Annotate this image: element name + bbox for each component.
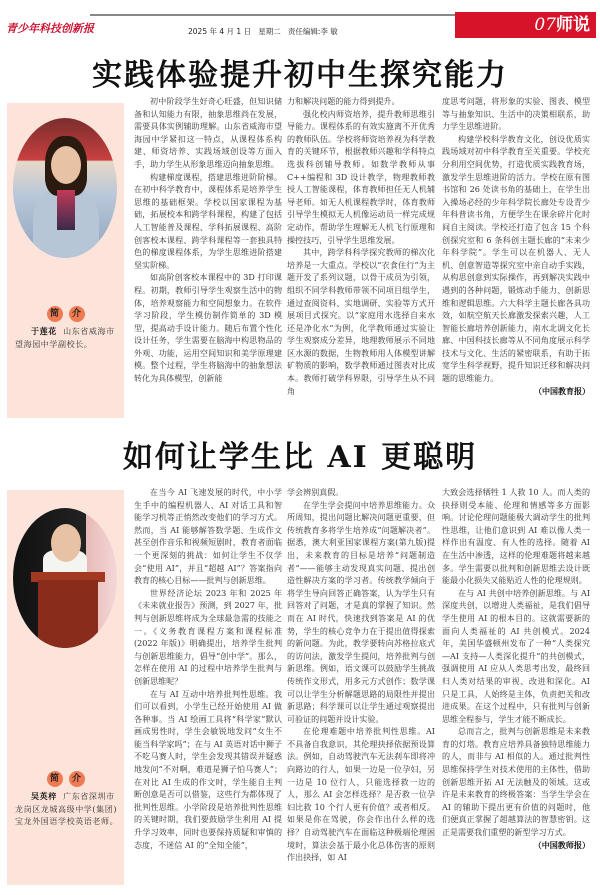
paragraph: 构建梯度课程，搭建思维进阶阶梯。在初中科学教育中，课程体系是培养学生思维的基础框架。学校以国家课程为基础，拓展校本和跨学科课程，构建了包括人工智能普及课程、学科拓展课程、高阶创客校本课程、跨学科课程等一套独具特色的梯度课程体系，为学生思维进阶搭建坚实阶梯。: [134, 172, 282, 270]
paragraph: 在当今 AI 飞速发展的时代，中小学生手中的编程机器人、AI 对话工具和智能学习机等正悄然改变他们的学习方式。然而，当 AI 能够解答数学题、生成作文甚至创作音乐和视频短剧时，教育者面临一个更深刻的挑战：如何让学生不仅学会“使用 AI”，并且“超越 AI”？答案指向教育的核心目标——批判与创新思维。: [134, 488, 282, 586]
newspaper-logo: 青少年科技创新报: [6, 22, 94, 35]
paragraph: 其中，跨学科科学探究教师的梯次化培养是一大重点。学校以“衣食住行”为主题开发了系列议题，以骨干成员为引领，组织不同学科教师带领不同项目组学生，通过查阅资料、实地调研、实验等方式开展项目式探究。以“家庭用水选择自来水还是净化水”为例，化学教师通过实验让学生观察成分差异，地理教师展示不同地区水源的数据，生物教师用人体模型讲解矿物质的影响，数学教师通过图表对比成本。教师打破学科界限，引导学生从不同角: [287, 248, 435, 396]
paragraph: 学会辨别真假。: [287, 488, 344, 497]
paragraph: 力和解决问题的能力得到提升。: [287, 97, 400, 106]
page-number: 07: [534, 15, 556, 35]
paragraph: 大致会选择牺牲 1 人救 10 人。而人类的抉择则受本能、伦理和情感等多方面影响。讨论伦理问题能极大调动学生的批判性思维，让他们意识到 AI 难以像人类一样作出有温度、有人性的选择。随着 AI 在生活中渗透，这样的伦理难题将越来越多。学生需要以批判和创新思维去设计既能最小化损失又能贴近人性的伦理规则。: [442, 488, 590, 586]
photo-podium: [38, 580, 98, 648]
paragraph: [442, 726, 590, 850]
intro-badge-char: 简: [47, 771, 63, 787]
intro-badge: [7, 766, 124, 787]
article-2-source: （中国教师报）: [533, 840, 590, 850]
intro-badge-char: 简: [47, 306, 63, 322]
photo-figure-scarf: [57, 190, 75, 230]
page-header: [0, 0, 600, 44]
article-1-title: 实践体验提升初中生探究能力: [92, 58, 508, 93]
author-photo: [13, 508, 117, 648]
paragraph: 如高阶创客校本课程中的 3D 打印课程。初期，教师引导学生观察生活中的物体，培养观察能力和空间想象力。在软件学习阶段，学生模仿制作简单的 3D 模型，提高动手设计能力。随后布置个性化设计任务，学生需要在脑海中构思物品的外观、功能，运用空间知识和美学原理建模。整个过程，学生将脑海中的抽象想法转化为具体模型，创新能: [134, 273, 282, 384]
issue-date: 2025 年 4 月 1 日: [188, 27, 252, 36]
author-name: 吴英梓: [31, 791, 57, 801]
article-1-source: （中国教育报）: [534, 386, 590, 396]
article-2-title: 如何让学生比 AI 更聪明: [122, 440, 478, 475]
article-1-author-box: [7, 103, 124, 418]
weekday: 星期二: [258, 27, 281, 36]
author-bio: [15, 790, 119, 829]
paragraph: 初中阶段学生好奇心旺盛，但知识储备和认知能力有限，抽象思维尚在发展，需要具体实例辅助理解。山东省威海市望海园中学紧扣这一特点，从课程体系构建、师资培养、实践场域创设等方面入手，助力学生从形象思维迈向抽象思维。: [134, 97, 282, 169]
article-2-column-1: [134, 487, 282, 892]
paragraph: 在与 AI 互动中培养批判性思维。我们可以看到，小学生已经开始使用 AI 做各种事。当 AI 绘画工具将“科学家”默认画成男性时，学生会敏锐地发问“女生不能当科学家吗”；在与 AI 英语对话中狮子不吃马赛人时，学生会发现其错误并疑惑地发问“不对啊，难道是狮子怕马赛人”；在对比 AI 生成的作文时，学生能自主判断创意是否可以借鉴，这些行为都体现了批判性思维。小学阶段是培养批判性思维的关键时期，我们要鼓励学生利用 AI 提升学习效率，同时也要保持质疑和审慎的态度，不迷信 AI 的“全知全能”，: [134, 689, 282, 850]
intro-badge: [7, 301, 124, 322]
article-2-column-2: [287, 487, 435, 892]
paragraph: 构建学校科学教育文化，创设优质实践场域对初中科学教育至关重要。学校充分利用空间优势，打造优质实践教育场，激发学生思维进阶的活力。学校在原有图书馆和 26 处读书角的基础上，在学生出入操场必经的少年科学院长廊处专设青少年科普读书角，方便学生在课余碎片化时间自主阅读。学校还打造了包含 15 个科创探究室和 6 条科创主题长廊的“未来少年科学院”。学生可以在机器人、无人机、创意智造等探究室中亲自动手实践，从构思创意到实际操作，再到解决实践中遇到的各种问题，锻炼动手能力、创新思维和逻辑思维。六大科学主题长廊各具功效，如航空航天长廊激发探索兴趣，人工智能长廊培养创新能力，南水北调文化长廊、中国科技长廊等从不同角度展示科学技术与文化、生活的紧密联系，有助于拓宽学生科学视野，提升知识迁移和解决问题的思维能力。: [442, 134, 590, 384]
article-2-column-3: [442, 487, 590, 892]
dateline: [188, 26, 338, 37]
photo-figure-face: [51, 524, 81, 562]
intro-badge-char: 介: [69, 771, 85, 787]
paragraph: 度思考问题，将形象的实验、图表、模型等与抽象知识、生活中的决策相联系，助力学生思维进阶。: [442, 97, 590, 132]
paragraph: 世界经济论坛 2023 年和 2025 年《未来就业报告》预测，到 2027 年，批判与创新思维将成为全球最急需的技能之一。《义务教育课程方案和课程标准(2022 年版)》明确提出，培养学生批判与创新思维能力，倡导“创中学”。那么，怎样在使用 AI 的过程中培养学生批判与创新思维呢？: [134, 588, 282, 686]
paragraph-text: 总而言之，批判与创新思维是未来教育的灯塔。教育应培养具备独特思维能力的人，而非与 AI 相似的人。通过批判性思维保持学生对技术使用的主体性，借助创新思维开拓 AI 无法触及的领域。这或许是未来教育的终极答案：当学生学会在 AI 的辅助下提出更有价值的问题时，他们便真正掌握了超越算法的智慧密钥。这正是需要我们重塑的新型学习方式。: [442, 727, 590, 838]
section-tag: [455, 12, 596, 38]
article-2-author-box: [7, 490, 124, 885]
article-1-column-1: [134, 96, 282, 418]
author-bio: [15, 325, 119, 351]
header-rule: [90, 14, 458, 16]
paragraph: 在学生学会提问中培养思维能力。众所周知，提出问题比解决问题更重要，但传统教育多将学生培养成“问题解决者”。据悉，澳大利亚国家课程方案(第九版)提出，未来教育的目标是培养“问题制造者”——能够主动发现真实问题、提出创造性解决方案的学习者。传统教学倾向于将学生导向回答正确答案，认为学生只有回答对了问题，才是真的掌握了知识。然而在 AI 时代，快速找到答案是 AI 的优势，学生的核心竞争力在于提出值得探索的新问题。为此，教学要转向苏格拉底式的访问法，激发学生提问，培养批判与创新思维。例如，语文课可以鼓励学生挑战传统作文形式，用多元方式创作；数学课可以让学生分析解题思路的局限性并提出新思路；科学课可以让学生通过观察提出可验证的问题并设计实验。: [287, 500, 435, 724]
article-1-column-3: [442, 96, 590, 418]
author-name: 于莲花: [31, 326, 57, 336]
author-bio-text: 山东省威海市望海园中学副校长。: [15, 327, 115, 349]
paragraph: 在与 AI 共创中培养创新思维。与 AI 深度共创，以增进人类福祉，是我们倡导学生使用 AI 的根本目的。这就需要新的面向人类福祉的 AI 共创模式。2024 年，美国华盛顿州发布了一种“人类探究—AI 支持—人类深化提升”的共创模式，强调使用 AI 应从人类思考出发，最终回归人类对结果的审视、改进和深化。AI 只是工具，人始终是主体，负责把关和改进成果。在这个过程中，只有批判与创新思维全程参与，学生才能不断成长。: [442, 588, 590, 724]
author-photo: [13, 118, 117, 258]
section-name: 师说: [556, 15, 590, 35]
article-1-column-2: [287, 96, 435, 418]
intro-badge-char: 介: [69, 306, 85, 322]
paragraph: 在伦理难题中培养批判性思维。AI 不具备自我意识，其伦理抉择依据预设算法。例如，自动驾驶汽车无法刹车即将冲向路边的行人，如果一边是一位孕妇，另一边是 10 位行人，只能选择救一边的人，那么 AI 会怎样选择？是否救一位孕妇比救 10 个行人更有价值？或者相反。如果是你在驾驶，你会作出什么样的选择？自动驾驶汽车在面临这种极端伦理困境时，算法会基于最小化总体伤害的原则作出抉择，如 AI: [287, 727, 435, 863]
editor-credit: 责任编辑:李 敏: [287, 27, 338, 36]
author-bio-text: 广东省深圳市龙岗区龙城高级中学(集团)宝龙外国语学校英语老师。: [15, 792, 119, 827]
paragraph: 强化校内师资培养，提升教师思维引导能力。课程体系的有效实施离不开优秀的教师队伍。学校将师资培养视为科学教育的关键环节，根据教师兴趣和学科特点选拔科创辅导教师。如数学教师从事 C++编程和 3D 设计教学，物理教师教授人工智能课程，体育教师担任无人机辅导老师。如无人机课程教学时，体育教师引导学生模拟无人机像运动员一样完成规定动作，帮助学生理解无人机飞行原理和操控技巧，引导学生思维发展。: [287, 109, 435, 245]
photo-figure-face: [51, 146, 81, 184]
